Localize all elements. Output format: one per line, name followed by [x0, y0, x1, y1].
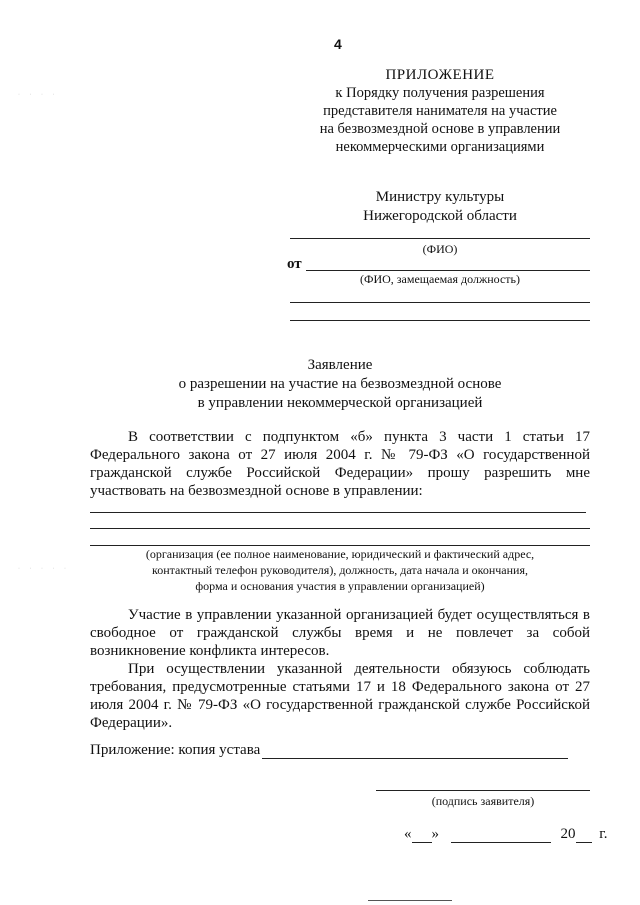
statement-paragraph-1: В соответствии с подпунктом «б» пункта 3 части 1 статьи 17 Федерального закона от 27 июля 2004 г. № 79-ФЗ «О государственной гражданской службе Российской Федерации» прошу разрешить мне участвовать на безвозмездной основе в управлении:: [90, 429, 590, 499]
organization-caption-line: (организация (ее полное наименование, юридический и фактический адрес,: [145, 547, 535, 561]
date-open-quote: «: [404, 826, 412, 842]
statement-title-line: в управлении некоммерческой организацией: [197, 395, 483, 411]
organization-caption-line: форма и основания участия в управлении организацией): [195, 579, 485, 593]
addressee-block: [290, 188, 590, 226]
organization-caption: [90, 546, 590, 594]
date-year-suffix: г.: [599, 826, 608, 842]
from-label: от: [287, 256, 302, 272]
scan-artifact-line: [368, 900, 452, 901]
organization-caption-line: контактный телефон руководителя), должность, дата начала и окончания,: [152, 563, 528, 577]
addressee-line: Министру культуры: [375, 189, 505, 205]
fio-line[interactable]: [290, 238, 590, 239]
date-row: [404, 826, 607, 843]
from-fio-line[interactable]: [306, 270, 590, 271]
appendix-line: некоммерческими организациями: [335, 139, 545, 155]
page-number: 4: [334, 36, 342, 52]
appendix-title: ПРИЛОЖЕНИЕ: [385, 67, 495, 83]
date-year-prefix: 20: [560, 826, 576, 842]
date-year-field[interactable]: [576, 827, 592, 843]
applicant-extra-line[interactable]: [290, 302, 590, 303]
appendix-line: представителя нанимателя на участие: [323, 103, 557, 119]
scan-specks: · · · · ·: [18, 566, 70, 572]
scan-specks: · · · ·: [18, 92, 59, 98]
appendix-line: к Порядку получения разрешения: [335, 85, 545, 101]
attachment-label: Приложение: копия устава: [90, 742, 261, 758]
fio-position-caption: (ФИО, замещаемая должность): [359, 272, 521, 286]
organization-line[interactable]: [90, 512, 586, 513]
statement-paragraph-3: При осуществлении указанной деятельности обязуюсь соблюдать требования, предусмотренные статьями 17 и 18 Федерального закона от 27 июля 2004 г. № 79-ФЗ «О государственной гражданской службе Российской Федерации».: [90, 661, 590, 731]
addressee-line: Нижегородской области: [363, 208, 517, 224]
applicant-extra-line[interactable]: [290, 320, 590, 321]
attachment-line[interactable]: [262, 758, 568, 759]
appendix-line: на безвозмездной основе в управлении: [319, 121, 561, 137]
date-day-field[interactable]: [412, 827, 432, 843]
appendix-header: [290, 66, 590, 156]
signature-caption: (подпись заявителя): [431, 794, 535, 808]
statement-title: [90, 356, 590, 413]
fio-caption: (ФИО): [422, 242, 458, 256]
statement-paragraph-2: Участие в управлении указанной организацией будет осуществляться в свободное от гражданской службы время и не повлечет за собой возникновение конфликта интересов.: [90, 607, 590, 659]
statement-title-line: Заявление: [307, 357, 373, 373]
organization-line[interactable]: [90, 528, 590, 529]
signature-line[interactable]: [376, 790, 590, 791]
date-close-quote: »: [431, 826, 439, 842]
statement-title-line: о разрешении на участие на безвозмездной основе: [178, 376, 502, 392]
date-month-field[interactable]: [451, 827, 551, 843]
